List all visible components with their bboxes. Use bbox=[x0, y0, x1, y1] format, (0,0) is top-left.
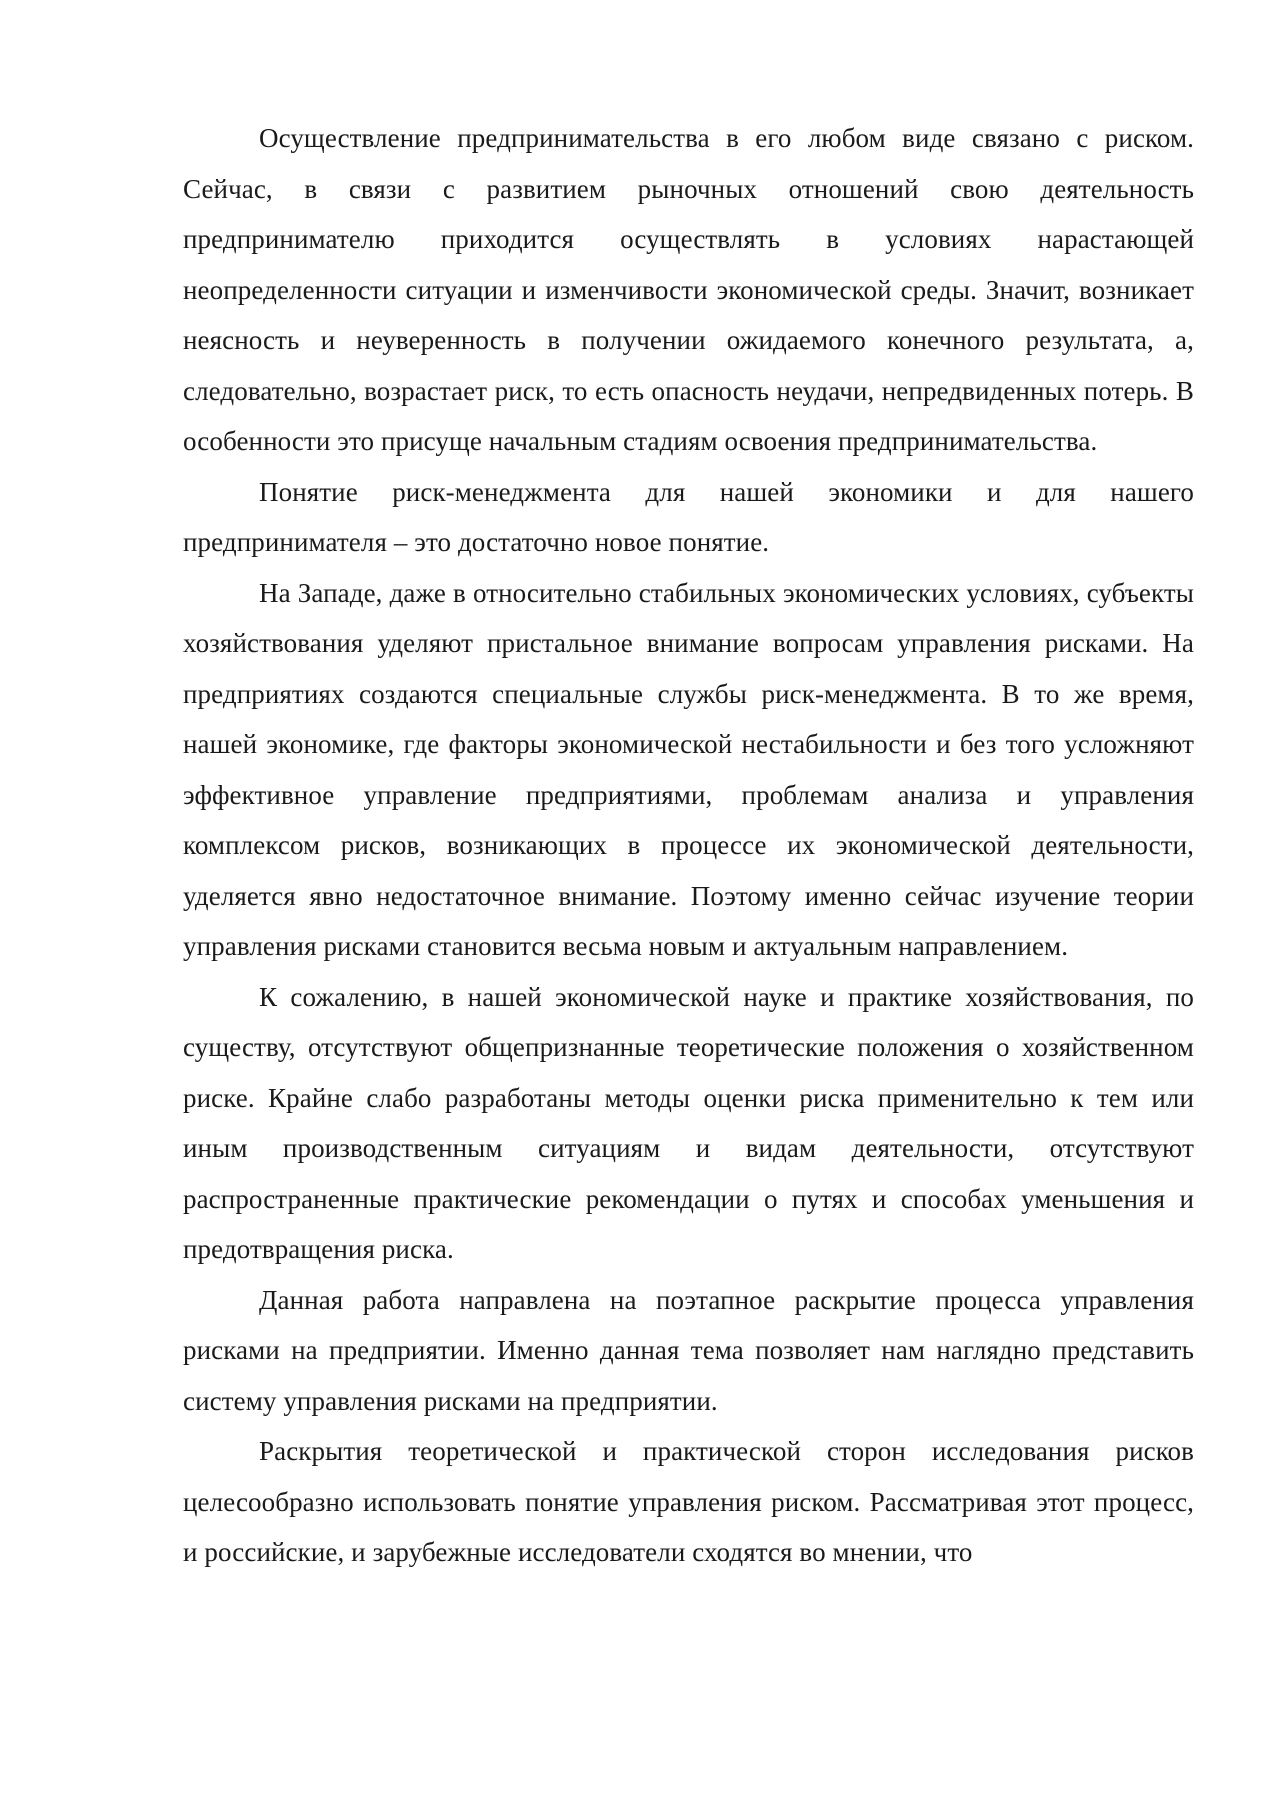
paragraph-west: На Западе, даже в относительно стабильных экономических условиях, субъекты хозяйствования уделяют пристальное внимание вопросам управления рисками. На предприятиях создаются специальные службы риск-менеджмента. В то же время, нашей экономике, где факторы экономической нестабильности и без того усложняют эффективное управление предприятиями, проблемам анализа и управления комплексом рисков, возникающих в процессе их экономической деятельности, уделяется явно недостаточное внимание. Поэтому именно сейчас изучение теории управления рисками становится весьма новым и актуальным направлением. bbox=[183, 577, 1194, 961]
document-page bbox=[183, 113, 1194, 1578]
paragraph-work-aim: Данная работа направлена на поэтапное раскрытие процесса управления рисками на предприятии. Именно данная тема позволяет нам наглядно представить систему управления рисками на предприятии. bbox=[183, 1284, 1194, 1416]
paragraph-regret: К сожалению, в нашей экономической науке и практике хозяйствования, по существу, отсутствуют общепризнанные теоретические положения о хозяйственном риске. Крайне слабо разработаны методы оценки риска применительно к тем или иным производственным ситуациям и видам деятельности, отсутствуют распространенные практические рекомендации о путях и способах уменьшения и предотвращения риска. bbox=[183, 981, 1194, 1264]
paragraph-disclosure: Раскрытия теоретической и практической сторон исследования рисков целесообразно использовать понятие управления риском. Рассматривая этот процесс, и российские, и зарубежные исследователи сходятся во мнении, что bbox=[183, 1436, 1194, 1567]
paragraph-risk-management-concept: Понятие риск-менеджмента для нашей экономики и для нашего предпринимателя – это достаточно новое понятие. bbox=[183, 476, 1194, 557]
paragraph-intro: Осуществление предпринимательства в его любом виде связано с риском. Сейчас, в связи с развитием рыночных отношений свою деятельность предпринимателю приходится осуществлять в условиях нарастающей неопределенности ситуации и изменчивости экономической среды. Значит, возникает неясность и неуверенность в получении ожидаемого конечного результата, а, следовательно, возрастает риск, то есть опасность неудачи, непредвиденных потерь. В особенности это присуще начальным стадиям освоения предпринимательства. bbox=[183, 123, 1194, 456]
